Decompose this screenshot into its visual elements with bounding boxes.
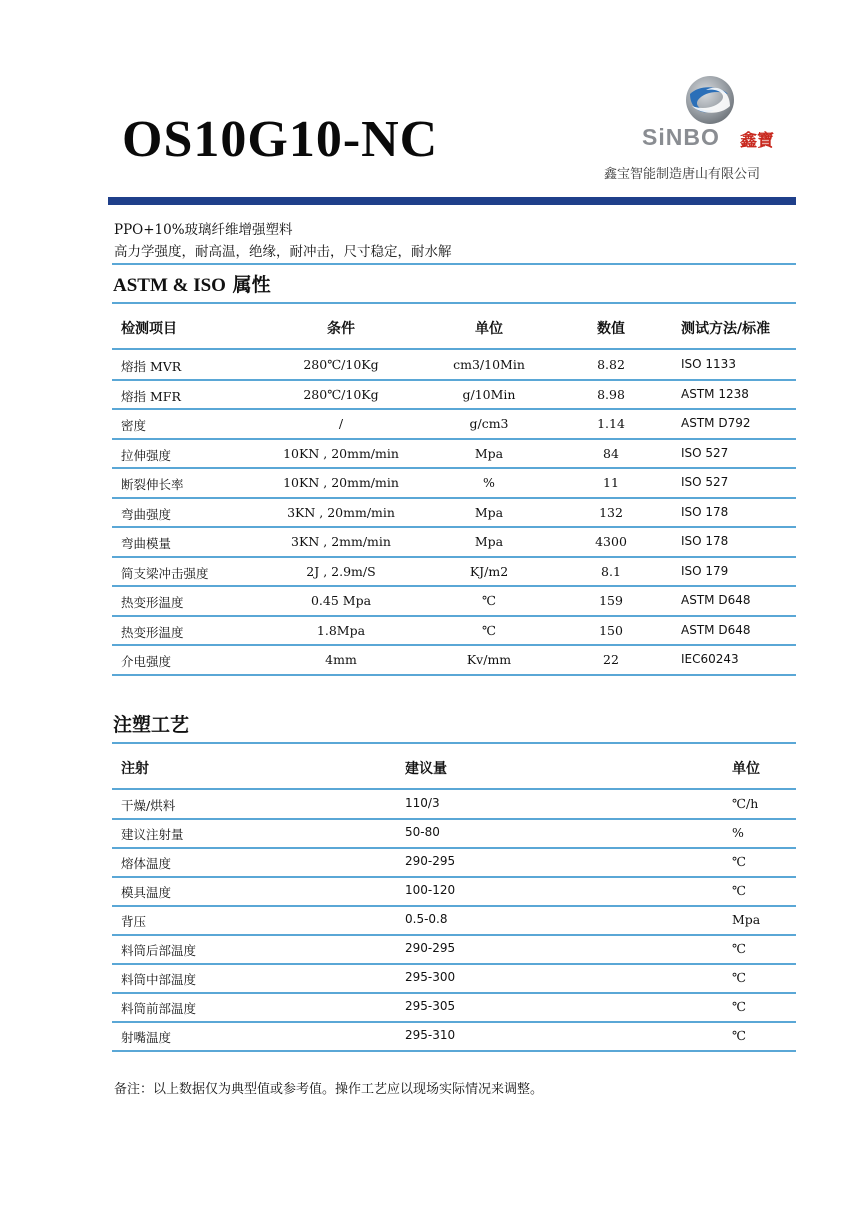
cell-method: ASTM D648	[681, 622, 751, 637]
header-condition: 条件	[327, 321, 355, 337]
cell-recommended: 295-310	[405, 1028, 456, 1042]
header-test-item: 检测项目	[121, 321, 177, 337]
cell-unit: Kv/mm	[466, 652, 512, 667]
header-unit: 单位	[475, 321, 503, 337]
cell-method: IEC60243	[681, 652, 739, 666]
cell-recommended: 110/3	[405, 796, 440, 810]
header-recommended: 建议量	[405, 761, 447, 777]
table-rule	[112, 742, 796, 744]
cell-value: 132	[599, 504, 623, 520]
cell-method: ISO 527	[681, 475, 729, 489]
cell-recommended: 290-295	[405, 854, 456, 868]
product-title: OS10G10-NC	[122, 111, 439, 168]
cell-condition: 10KN , 20mm/min	[283, 475, 399, 490]
table-rule	[112, 348, 796, 350]
cell-parameter: 料筒后部温度	[121, 943, 197, 958]
cell-unit: Mpa	[474, 504, 504, 520]
cell-unit: g/10Min	[462, 386, 516, 402]
cell-unit: ℃	[732, 999, 746, 1014]
cell-unit: Mpa	[474, 534, 504, 549]
cell-test-item: 熔指 MVR	[121, 359, 182, 374]
cell-value: 159	[599, 593, 623, 608]
table-rule	[112, 585, 796, 587]
cell-condition: 2J , 2.9m/S	[306, 563, 376, 579]
cell-value: 8.98	[597, 386, 625, 402]
cell-condition: 0.45 Mpa	[310, 593, 372, 608]
cell-unit: %	[732, 825, 744, 840]
cell-unit: KJ/m2	[469, 563, 509, 579]
table-rule	[112, 818, 796, 820]
table-rule	[112, 526, 796, 528]
cell-recommended: 50-80	[405, 825, 440, 839]
properties-title-cn: 属性	[232, 274, 271, 296]
cell-test-item: 拉伸强度	[121, 447, 172, 463]
cell-test-item: 弯曲强度	[121, 506, 172, 522]
cell-condition: 280℃/10Kg	[303, 357, 379, 372]
header-unit: 单位	[732, 761, 760, 777]
table-rule	[112, 408, 796, 410]
cell-parameter: 建议注射量	[121, 827, 184, 842]
header-divider	[108, 197, 796, 205]
cell-test-item: 介电强度	[121, 654, 172, 669]
logo-chinese-mark: 鑫寶	[740, 131, 774, 151]
cell-recommended: 290-295	[405, 941, 456, 955]
table-rule	[112, 674, 796, 676]
header-method: 测试方法/标准	[681, 321, 771, 337]
cell-value: 8.1	[601, 563, 621, 579]
cell-test-item: 熔指 MFR	[121, 388, 181, 404]
cell-method: ASTM D648	[681, 593, 751, 607]
cell-recommended: 295-300	[405, 970, 456, 984]
cell-condition: 3KN , 20mm/min	[287, 504, 395, 520]
cell-parameter: 模具温度	[121, 885, 172, 900]
cell-parameter: 背压	[121, 914, 147, 929]
cell-method: ISO 179	[681, 563, 729, 578]
table-rule	[112, 467, 796, 469]
cell-parameter: 熔体温度	[121, 856, 172, 871]
cell-unit: ℃	[732, 941, 746, 956]
cell-parameter: 干燥/烘料	[121, 798, 176, 813]
table-rule	[112, 1021, 796, 1023]
cell-method: ASTM 1238	[681, 386, 749, 401]
cell-method: ISO 178	[681, 504, 729, 519]
table-rule	[112, 934, 796, 936]
cell-condition: 4mm	[325, 652, 357, 667]
cell-condition: 10KN , 20mm/min	[283, 445, 399, 461]
cell-unit: ℃	[732, 883, 746, 898]
cell-value: 84	[603, 445, 619, 461]
cell-parameter: 射嘴温度	[121, 1030, 172, 1045]
cell-test-item: 热变形温度	[121, 595, 184, 610]
material-description: PPO+10%玻璃纤维增强塑料	[114, 222, 293, 238]
cell-method: ISO 1133	[681, 357, 736, 371]
table-rule	[112, 556, 796, 558]
cell-condition: /	[338, 416, 344, 431]
cell-value: 8.82	[597, 357, 625, 372]
material-features: 高力学强度，耐高温，绝缘，耐冲击，尺寸稳定，耐水解	[114, 244, 452, 260]
table-rule	[112, 847, 796, 849]
table-rule	[112, 644, 796, 646]
cell-unit: ℃	[732, 854, 746, 869]
properties-section-title	[113, 270, 271, 297]
table-rule	[112, 379, 796, 381]
cell-unit: ℃	[482, 622, 496, 638]
table-rule	[112, 615, 796, 617]
footnote: 备注：以上数据仅为典型值或参考值。操作工艺应以现场实际情况来调整。	[114, 1082, 544, 1097]
company-name: 鑫宝智能制造唐山有限公司	[604, 167, 761, 182]
table-rule	[112, 1050, 796, 1052]
cell-condition: 280℃/10Kg	[303, 386, 379, 402]
cell-unit: Mpa	[732, 912, 761, 927]
cell-condition: 3KN , 2mm/min	[291, 534, 391, 549]
cell-test-item: 弯曲模量	[121, 536, 172, 551]
cell-parameter: 料筒中部温度	[121, 972, 197, 987]
cell-value: 4300	[595, 534, 627, 549]
cell-test-item: 简支梁冲击强度	[121, 565, 209, 581]
process-section-title: 注塑工艺	[113, 714, 190, 736]
cell-test-item: 密度	[121, 418, 147, 433]
header-injection: 注射	[121, 761, 149, 777]
cell-test-item: 热变形温度	[121, 624, 184, 640]
cell-value: 1.14	[597, 416, 625, 431]
cell-unit: cm3/10Min	[453, 357, 525, 372]
table-rule	[112, 905, 796, 907]
logo-wordmark: SiNBO	[642, 124, 720, 150]
cell-unit: ℃	[482, 593, 496, 608]
cell-recommended: 100-120	[405, 883, 456, 897]
cell-unit: Mpa	[474, 445, 504, 461]
cell-value: 150	[599, 622, 623, 638]
cell-unit: g/cm3	[469, 416, 509, 431]
cell-condition: 1.8Mpa	[316, 622, 366, 638]
table-rule	[112, 876, 796, 878]
cell-value: 22	[603, 652, 619, 667]
table-rule	[112, 963, 796, 965]
cell-parameter: 料筒前部温度	[121, 1001, 197, 1016]
properties-title-latin: ASTM & ISO	[113, 275, 226, 296]
cell-unit: %	[483, 475, 495, 490]
table-rule	[112, 302, 796, 304]
cell-method: ASTM D792	[681, 416, 751, 430]
table-rule	[112, 992, 796, 994]
cell-method: ISO 527	[681, 445, 729, 460]
cell-recommended: 0.5-0.8	[405, 912, 448, 926]
cell-recommended: 295-305	[405, 999, 456, 1013]
table-rule	[112, 438, 796, 440]
table-rule	[112, 788, 796, 790]
cell-unit: ℃/h	[732, 796, 759, 811]
cell-value: 11	[603, 475, 619, 490]
table-rule	[112, 497, 796, 499]
cell-method: ISO 178	[681, 534, 729, 548]
divider	[112, 263, 796, 265]
header-value: 数值	[597, 321, 625, 337]
cell-unit: ℃	[732, 970, 746, 985]
cell-test-item: 断裂伸长率	[121, 477, 184, 492]
cell-unit: ℃	[732, 1028, 746, 1043]
